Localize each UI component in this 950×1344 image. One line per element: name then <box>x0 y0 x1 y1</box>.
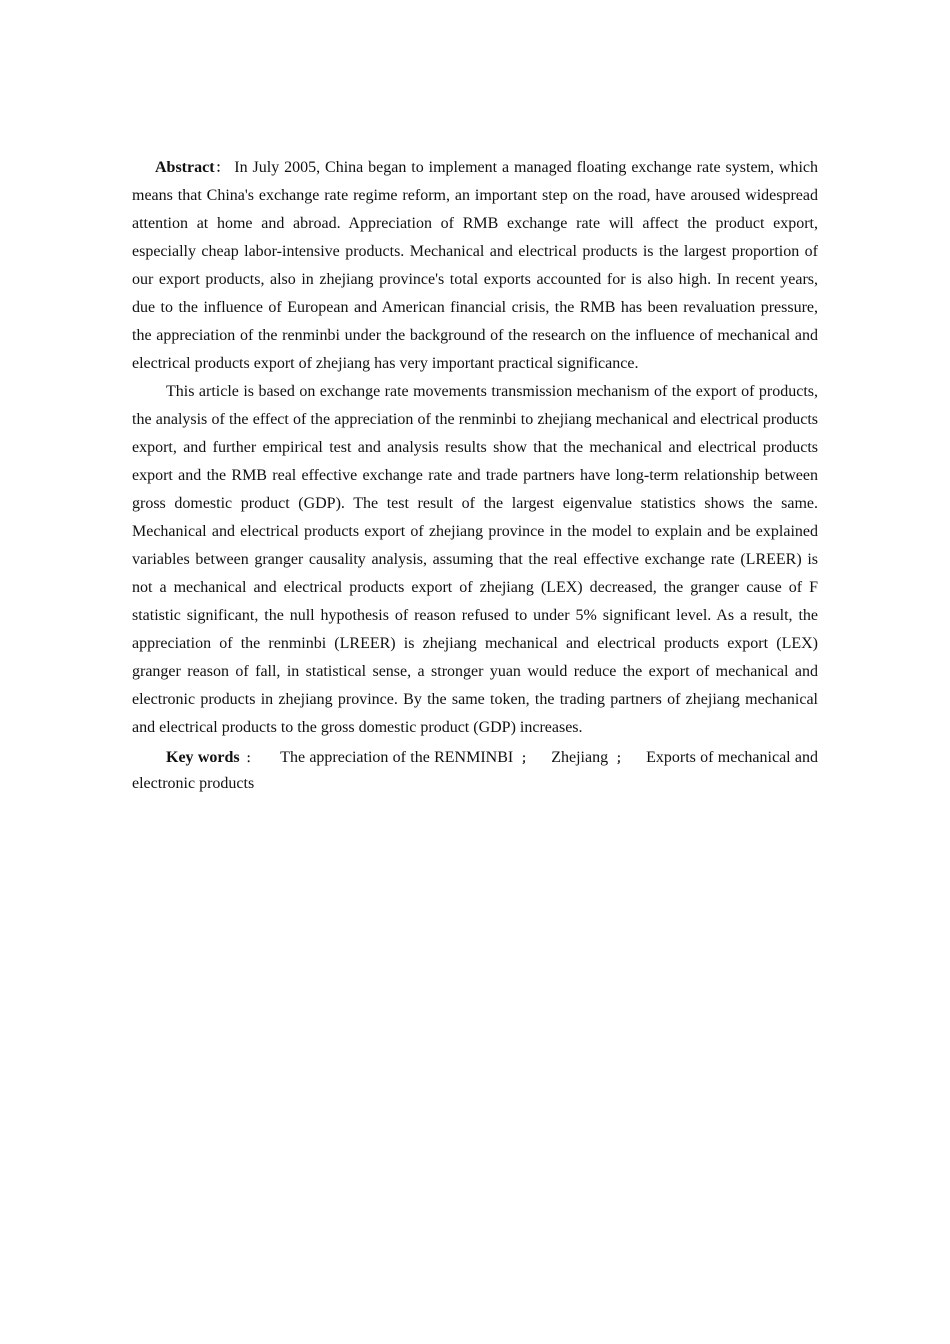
keyword-separator: ； <box>616 751 629 765</box>
keyword-separator: ； <box>521 751 534 765</box>
body-paragraph-2: This article is based on exchange rate movements transmission mechanism of the export of products, the analysis of the effect of the appreciation of the renminbi to zhejiang mechanical and electrical products export, and further empirical test and analysis results show that the mechanical and electrical products export and the RMB real effective exchange rate and trade partners have long-term relationship between gross domestic product (GDP). The test result of the largest eigenvalue statistics shows the same. Mechanical and electrical products export of zhejiang province in the model to explain and be explained variables between granger causality analysis, assuming that the real effective exchange rate (LREER) is not a mechanical and electrical products export of zhejiang (LEX) decreased, the granger cause of F statistic significant, the null hypothesis of reason refused to under 5% significant level. As a result, the appreciation of the renminbi (LREER) is zhejiang mechanical and electrical products export (LEX) granger reason of fall, in statistical sense, a stronger yuan would reduce the export of mechanical and electronic products in zhejiang province. By the same token, the trading partners of zhejiang mechanical and electrical products to the gross domestic product (GDP) increases. <box>132 383 818 736</box>
keywords-line <box>132 745 818 796</box>
keyword-item-3: Exports of mechanical and electronic products <box>132 749 819 792</box>
abstract-label: Abstract <box>155 159 215 176</box>
keyword-item-2: Zhejiang <box>551 749 609 766</box>
abstract-colon: ： <box>214 160 230 175</box>
keywords-label: Key words <box>166 749 240 766</box>
abstract-paragraph <box>132 154 818 378</box>
abstract-section <box>132 154 818 796</box>
keywords-colon: ： <box>245 751 259 765</box>
keyword-item-1: The appreciation of the RENMINBI <box>280 749 514 766</box>
abstract-text: In July 2005, China began to implement a managed floating exchange rate system, which means that China's exchange rate regime reform, an important step on the road, have aroused widespread attention at home and abroad. Appreciation of RMB exchange rate will affect the product export, especially cheap labor-intensive products. Mechanical and electrical products is the largest proportion of our export products, also in zhejiang province's total exports accounted for is also high. In recent years, due to the influence of European and American financial crisis, the RMB has been revaluation pressure, the appreciation of the renminbi under the background of the research on the influence of mechanical and electrical products export of zhejiang has very important practical significance. <box>132 159 818 372</box>
